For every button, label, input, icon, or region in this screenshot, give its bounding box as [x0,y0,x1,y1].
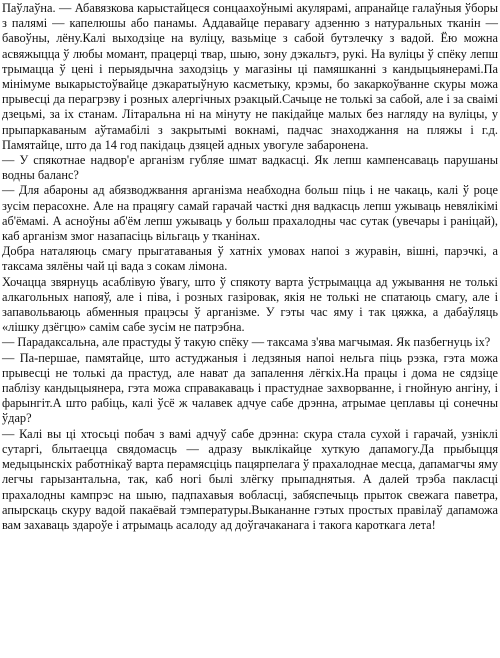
paragraph-alcohol: Хочацца звярнуць асаблівую ўвагу, што ў спякоту варта ўстрымацца ад ужывання не толькі алкагольных напояў, але і піва, і розных газіровак, якія не толькі не спатаюць смагу, але і запавольваюць абменныя працэсы ў арганізме. У гэты час яму і так цяжка, а дабаўляць «лішку дзёгцю» самім сабе зусім не патрэбна. [2,274,498,335]
paragraph-drinks: Добра наталяюць смагу прыгатаваныя ў хатніх умовах напоі з журавін, вішні, парэчкі, а таксама зялёны чай ці вада з сокам лімона. [2,244,498,274]
paragraph-question-water: — У спякотнае надвор'е арганізм губляе шмат вадкасці. Як лепш кампенсаваць парушаны водны баланс? [2,153,498,183]
paragraph-intro-advice: Паўлаўна. — Абавязкова карыстайцеся сонцаахоўнымі акулярамі, апранайце галаўныя ўборы з палямі — капелюшы або панамы. Аддавайце перавагу адзенню з натуральных тканін — бавоўны, лёну.Калі выходзіце на вуліцу, вазьміце з сабой бутэлечку з вадой. Ёю можна асвяжыцца ў любы момант, працерці твар, шыю, зону дэкальтэ, рукі. На вуліцы ў спёку лепш трымацца ў цені і перыядычна заходзіць у магазіны ці памяшканні з кандыцыянерамі.Па мінімуме выкарыстоўвайце дэкаратыўную касметыку, крэмы, бо закаркоўванне скуры можа прывесці да перагрэву і розных алергічных рэакцый.Сачыце не толькі за сабой, але і за сваімі дзецьмі, за іх станам. Літаральна ні на мінуту не пакідайце малых без нагляду на вуліцы, у прыпаркаваным аўтамабілі з закрытымі вокнамі, падчас знаходжання на пляжы і г.д. Памятайце, што да 14 год пакідаць дзяцей адных увогуле забаронена. [2,1,498,152]
paragraph-answer-water: — Для абароны ад абязводжвання арганізма неабходна больш піць і не чакаць, калі ў роце зусім перасохне. Але на працягу самай гарачай часткі дня вадкасць лепш ужываць невялікімі аб'ёмамі. А асноўны аб'ём лепш ужываць у больш прахалодны час сутак (увечары і раніцай), каб арганізм змог назапасіць вільгаць у тканінах. [2,183,498,244]
paragraph-question-colds: — Парадаксальна, але прастуды ў такую спёку — таксама з'ява магчымая. Як пазбегнуць іх? [2,335,491,350]
paragraph-first-aid: — Калі вы ці хтосьці побач з вамі адчуў сабе дрэнна: скура стала сухой і гарачай, узніклі сутаргі, блытаецца свядомасць — адразу выклікайце хуткую дапамогу.Да прыбыцця медыцынскіх работнікаў варта перамясціць пацярпелага ў прахалоднае месца, дапамагчы яму легчы гарызантальна, так, каб ногі былі злёгку прыпаднятыя. А далей трэба пакласці прахалодны кампрэс на шыю, падпахавыя вобласці, забяспечыць прыток свежага паветра, апырскаць скуру вадой пакаёвай тэмпературы.Выкананне гэтых простых правілаў дапаможа вам захаваць здароўе і атрымаць асалоду ад доўгачаканага і такога кароткага лета! [2,426,498,532]
paragraph-answer-colds: — Па-першае, памятайце, што астуджаныя і ледзяныя напоі нельга піць рэзка, гэта можа прывесці не толькі да прастуд, але нават да запалення лёгкіх.На працы і дома не сядзіце паблізу кандыцыянера, гэта можа справакаваць і прастуднае захворванне, і гнойную ангіну, і фарынгіт.А што рабіць, калі ўсё ж чалавек адчуе сабе дрэнна, атрымае цеплавы ці сонечны ўдар? [2,350,498,426]
